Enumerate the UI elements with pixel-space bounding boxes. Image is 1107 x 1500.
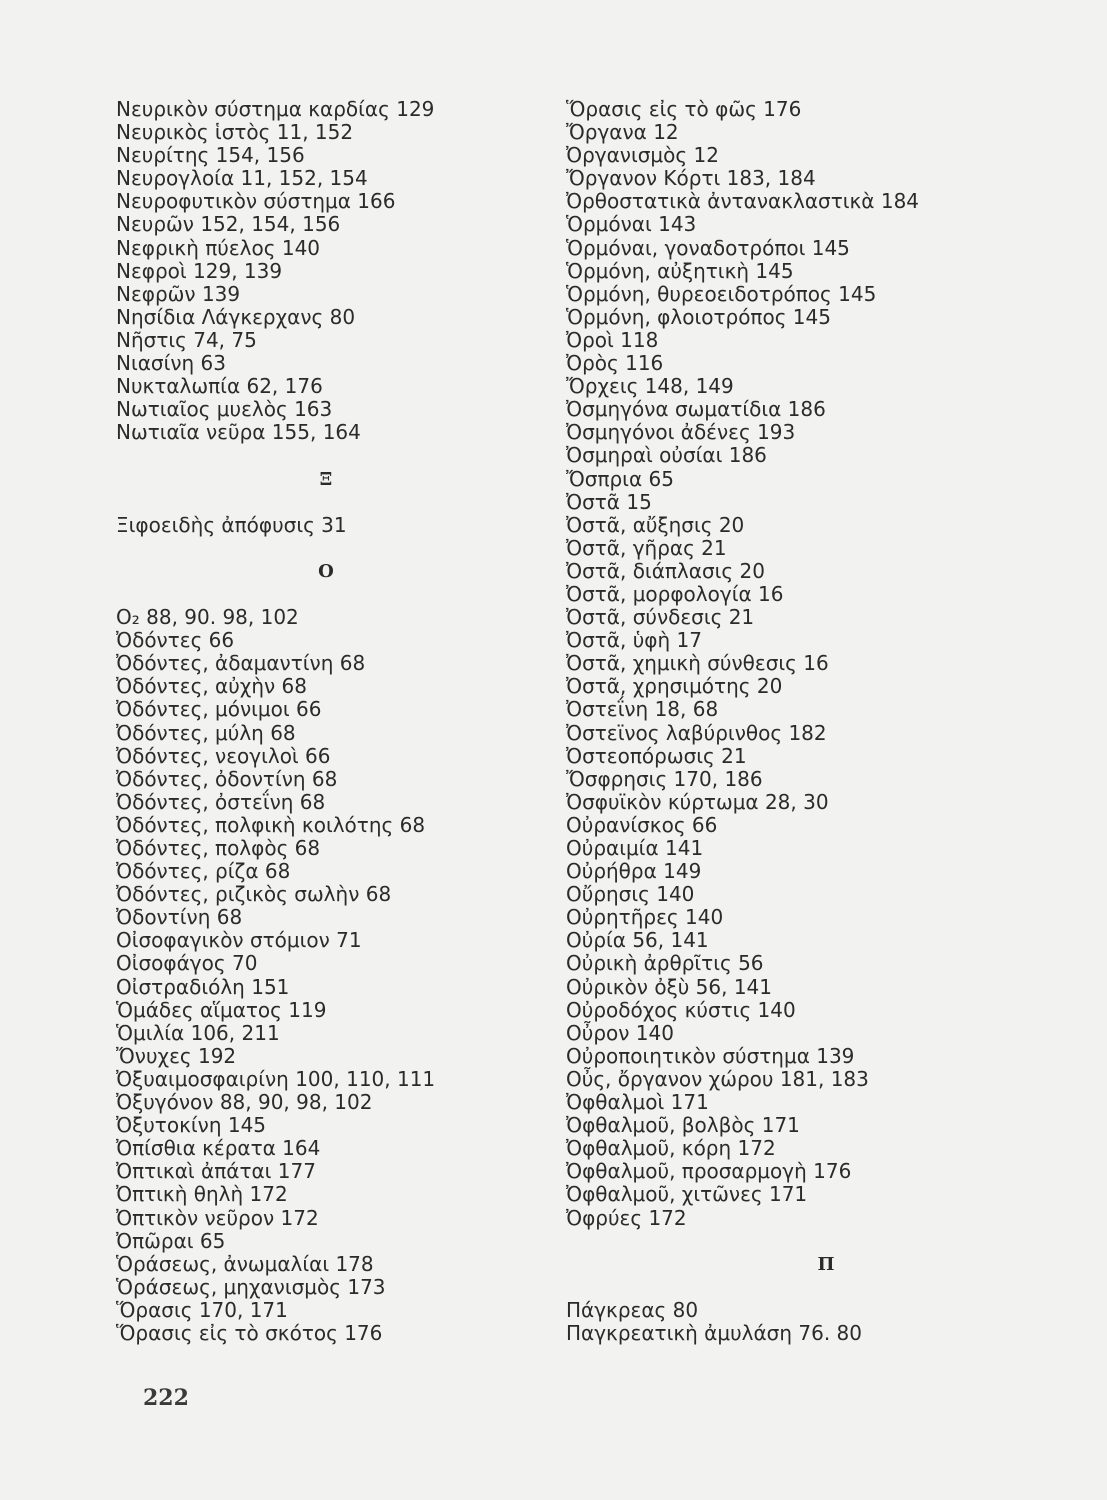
index-entry: Ὀδόντες, αὐχὴν 68 — [116, 674, 307, 699]
index-entry: Ὀστᾶ, χρησιμότης 20 — [566, 674, 783, 699]
index-entry: Οὐρία 56, 141 — [566, 928, 709, 953]
index-entry: Ὀδοντίνη 68 — [116, 905, 243, 930]
index-entry: Ὀφθαλμοῦ, προσαρμογὴ 176 — [566, 1159, 852, 1184]
index-entry: Νεφροὶ 129, 139 — [116, 258, 283, 283]
index-entry: Ὀροὶ 118 — [566, 327, 659, 352]
index-entry: Ὁρμόναι, γοναδοτρόποι 145 — [566, 235, 850, 260]
index-entry: Ὄρχεις 148, 149 — [566, 374, 734, 399]
index-entry: O₂ 88, 90. 98, 102 — [116, 605, 299, 630]
index-entry: Νησίδια Λάγκερχανς 80 — [116, 304, 356, 329]
index-entry: Ὀδόντες, πολφικὴ κοιλότης 68 — [116, 812, 426, 837]
index-entry: Οὐρητῆρες 140 — [566, 905, 724, 930]
index-entry: Ὅρασις εἰς τὸ φῶς 176 — [566, 97, 802, 121]
index-entry: Ξιφοειδὴς ἀπόφυσις 31 — [116, 512, 347, 537]
index-entry: Ὁμιλία 106, 211 — [116, 1020, 280, 1045]
index-group-omicron-cont — [566, 98, 1086, 1230]
index-entry: Οὖρον 140 — [566, 1020, 674, 1045]
index-entry: Ὀρθοστατικὰ ἀντανακλαστικὰ 184 — [566, 189, 920, 214]
index-entry: Νευρικὸν σύστημα καρδίας 129 — [116, 97, 435, 121]
section-letter-omicron: Ο — [318, 560, 334, 582]
index-entry: Ὀξυγόνον 88, 90, 98, 102 — [116, 1090, 373, 1115]
index-entry: Οὐροποιητικὸν σύστημα 139 — [566, 1043, 855, 1068]
index-entry: Ὀδόντες 66 — [116, 628, 235, 653]
index-entry: Ὀφθαλμοῦ, κόρη 172 — [566, 1136, 776, 1161]
index-entry: Ὀστᾶ, μορφολογία 16 — [566, 581, 784, 606]
index-entry: Ὀδόντες, ὀστεΐνη 68 — [116, 789, 326, 814]
index-entry: Οὖς, ὄργανον χώρου 181, 183 — [566, 1066, 869, 1091]
index-entry: Οὐρικὴ ἀρθρῖτις 56 — [566, 951, 764, 976]
index-entry: Οἰσοφάγος 70 — [116, 951, 258, 976]
index-entry: Νῆστις 74, 75 — [116, 327, 257, 352]
index-entry: Ὀστεϊνος λαβύρινθος 182 — [566, 720, 827, 745]
index-entry: Οὐρήθρα 149 — [566, 859, 702, 884]
index-entry: Ὀσμηραὶ οὐσίαι 186 — [566, 443, 767, 468]
index-entry: Οὐρικὸν ὀξὺ 56, 141 — [566, 974, 772, 999]
index-entry: Ὀφρύες 172 — [566, 1205, 687, 1230]
index-entry: Ὀπτικὴ θηλὴ 172 — [116, 1182, 288, 1207]
index-entry: Νευρικὸς ἱστὸς 11, 152 — [116, 120, 354, 145]
index-entry: Ὁρμόνη, φλοιοτρόπος 145 — [566, 304, 831, 329]
index-entry: Οὔρησις 140 — [566, 882, 695, 907]
index-entry: Οὐροδόχος κύστις 140 — [566, 997, 796, 1022]
index-entry: Ὁρμόνη, θυρεοειδοτρόπος 145 — [566, 281, 877, 306]
index-entry: Ὀδόντες, ρίζα 68 — [116, 859, 291, 884]
index-entry: Ὀστᾶ, σύνδεσις 21 — [566, 605, 755, 630]
index-entry: Νιασίνη 63 — [116, 351, 227, 376]
index-entry: Νεφρικὴ πύελος 140 — [116, 235, 321, 260]
index-entry: Νεφρῶν 139 — [116, 281, 241, 306]
index-group-omicron — [116, 606, 536, 1345]
index-entry: Οἰσοφαγικὸν στόμιον 71 — [116, 928, 362, 953]
index-entry: Ὀδόντες, ὀδοντίνη 68 — [116, 766, 338, 791]
index-entry: Ὀπτικαὶ ἀπάται 177 — [116, 1159, 316, 1184]
index-entry: Ὀστᾶ, γῆρας 21 — [566, 535, 727, 560]
index-entry: Ὀδόντες, πολφὸς 68 — [116, 836, 321, 860]
index-entry: Νωτιαῖα νεῦρα 155, 164 — [116, 420, 361, 445]
index-entry: Ὀξυτοκίνη 145 — [116, 1113, 267, 1138]
index-entry: Ὀφθαλμοὶ 171 — [566, 1090, 709, 1115]
index-entry: Ὄσφρησις 170, 186 — [566, 766, 763, 791]
index-entry: Ὀδόντες, ἀδαμαντίνη 68 — [116, 651, 366, 676]
index-entry: Νευροφυτικὸν σύστημα 166 — [116, 189, 396, 214]
index-column-left — [116, 98, 536, 1345]
index-entry: Ὀπίσθια κέρατα 164 — [116, 1136, 321, 1161]
index-entry: Ὀστεΐνη 18, 68 — [566, 697, 719, 722]
index-group-xi — [116, 514, 536, 537]
index-entry: Οὐραιμία 141 — [566, 836, 704, 860]
index-entry: Ὀστᾶ, ὑφὴ 17 — [566, 628, 702, 653]
index-entry: Ὀδόντες, μόνιμοι 66 — [116, 697, 322, 722]
index-entry: Νευρίτης 154, 156 — [116, 143, 305, 168]
index-entry: Ὅρασις 170, 171 — [116, 1297, 288, 1322]
index-entry: Ὀφθαλμοῦ, βολβὸς 171 — [566, 1113, 800, 1138]
index-entry: Ὀξυαιμοσφαιρίνη 100, 110, 111 — [116, 1066, 436, 1091]
index-entry: Ὅρασις εἰς τὸ σκότος 176 — [116, 1320, 383, 1345]
index-entry: Πάγκρεας 80 — [566, 1297, 699, 1322]
index-entry: Ὀσφυϊκὸν κύρτωμα 28, 30 — [566, 789, 829, 814]
index-entry: Ὀστᾶ, διάπλασις 20 — [566, 558, 765, 583]
index-entry: Ὀργανισμὸς 12 — [566, 143, 719, 168]
index-entry: Ὀσμηγόνα σωματίδια 186 — [566, 397, 826, 422]
index-entry: Ὁρμόνη, αὐξητικὴ 145 — [566, 258, 794, 283]
index-entry: Ὀφθαλμοῦ, χιτῶνες 171 — [566, 1182, 808, 1207]
index-entry: Ὀπῶραι 65 — [116, 1228, 226, 1253]
index-entry: Ὀπτικὸν νεῦρον 172 — [116, 1205, 319, 1230]
index-column-right — [566, 98, 1086, 1345]
index-entry: Ὀδόντες, νεογιλοὶ 66 — [116, 743, 331, 768]
index-entry: Ὀδόντες, μύλη 68 — [116, 720, 296, 745]
index-group-nu — [116, 98, 536, 444]
index-entry: Ὀστᾶ, χημικὴ σύνθεσις 16 — [566, 651, 829, 676]
index-entry: Παγκρεατικὴ ἀμυλάση 76. 80 — [566, 1320, 862, 1345]
index-entry: Ὀστεοπόρωσις 21 — [566, 743, 747, 768]
index-entry: Νευρῶν 152, 154, 156 — [116, 212, 341, 237]
index-entry: Ὀστᾶ 15 — [566, 489, 652, 514]
index-group-pi — [566, 1299, 1086, 1345]
section-letter-pi: Π — [817, 1253, 835, 1275]
index-entry: Ὁράσεως, ἀνωμαλίαι 178 — [116, 1251, 374, 1276]
index-entry: Ὀστᾶ, αὔξησις 20 — [566, 512, 745, 537]
index-entry: Νωτιαῖος μυελὸς 163 — [116, 397, 333, 422]
index-entry: Ὄργανον Κόρτι 183, 184 — [566, 166, 816, 191]
index-entry: Ὄσπρια 65 — [566, 466, 674, 491]
index-entry: Οἰστραδιόλη 151 — [116, 974, 290, 999]
index-entry: Νευρογλοία 11, 152, 154 — [116, 166, 368, 191]
page-number: 222 — [143, 1385, 189, 1411]
index-entry: Ὄργανα 12 — [566, 120, 679, 145]
index-entry: Νυκταλωπία 62, 176 — [116, 374, 323, 399]
index-entry: Οὐρανίσκος 66 — [566, 812, 718, 837]
index-entry: Ὀρὸς 116 — [566, 351, 664, 376]
index-entry: Ὄνυχες 192 — [116, 1043, 237, 1068]
index-entry: Ὁράσεως, μηχανισμὸς 173 — [116, 1274, 386, 1299]
index-entry: Ὁμάδες αἵματος 119 — [116, 997, 327, 1022]
index-entry: Ὀσμηγόνοι ἀδένες 193 — [566, 420, 796, 445]
index-entry: Ὀδόντες, ριζικὸς σωλὴν 68 — [116, 882, 392, 907]
index-entry: Ὁρμόναι 143 — [566, 212, 697, 237]
section-letter-xi: Ξ — [319, 468, 333, 490]
